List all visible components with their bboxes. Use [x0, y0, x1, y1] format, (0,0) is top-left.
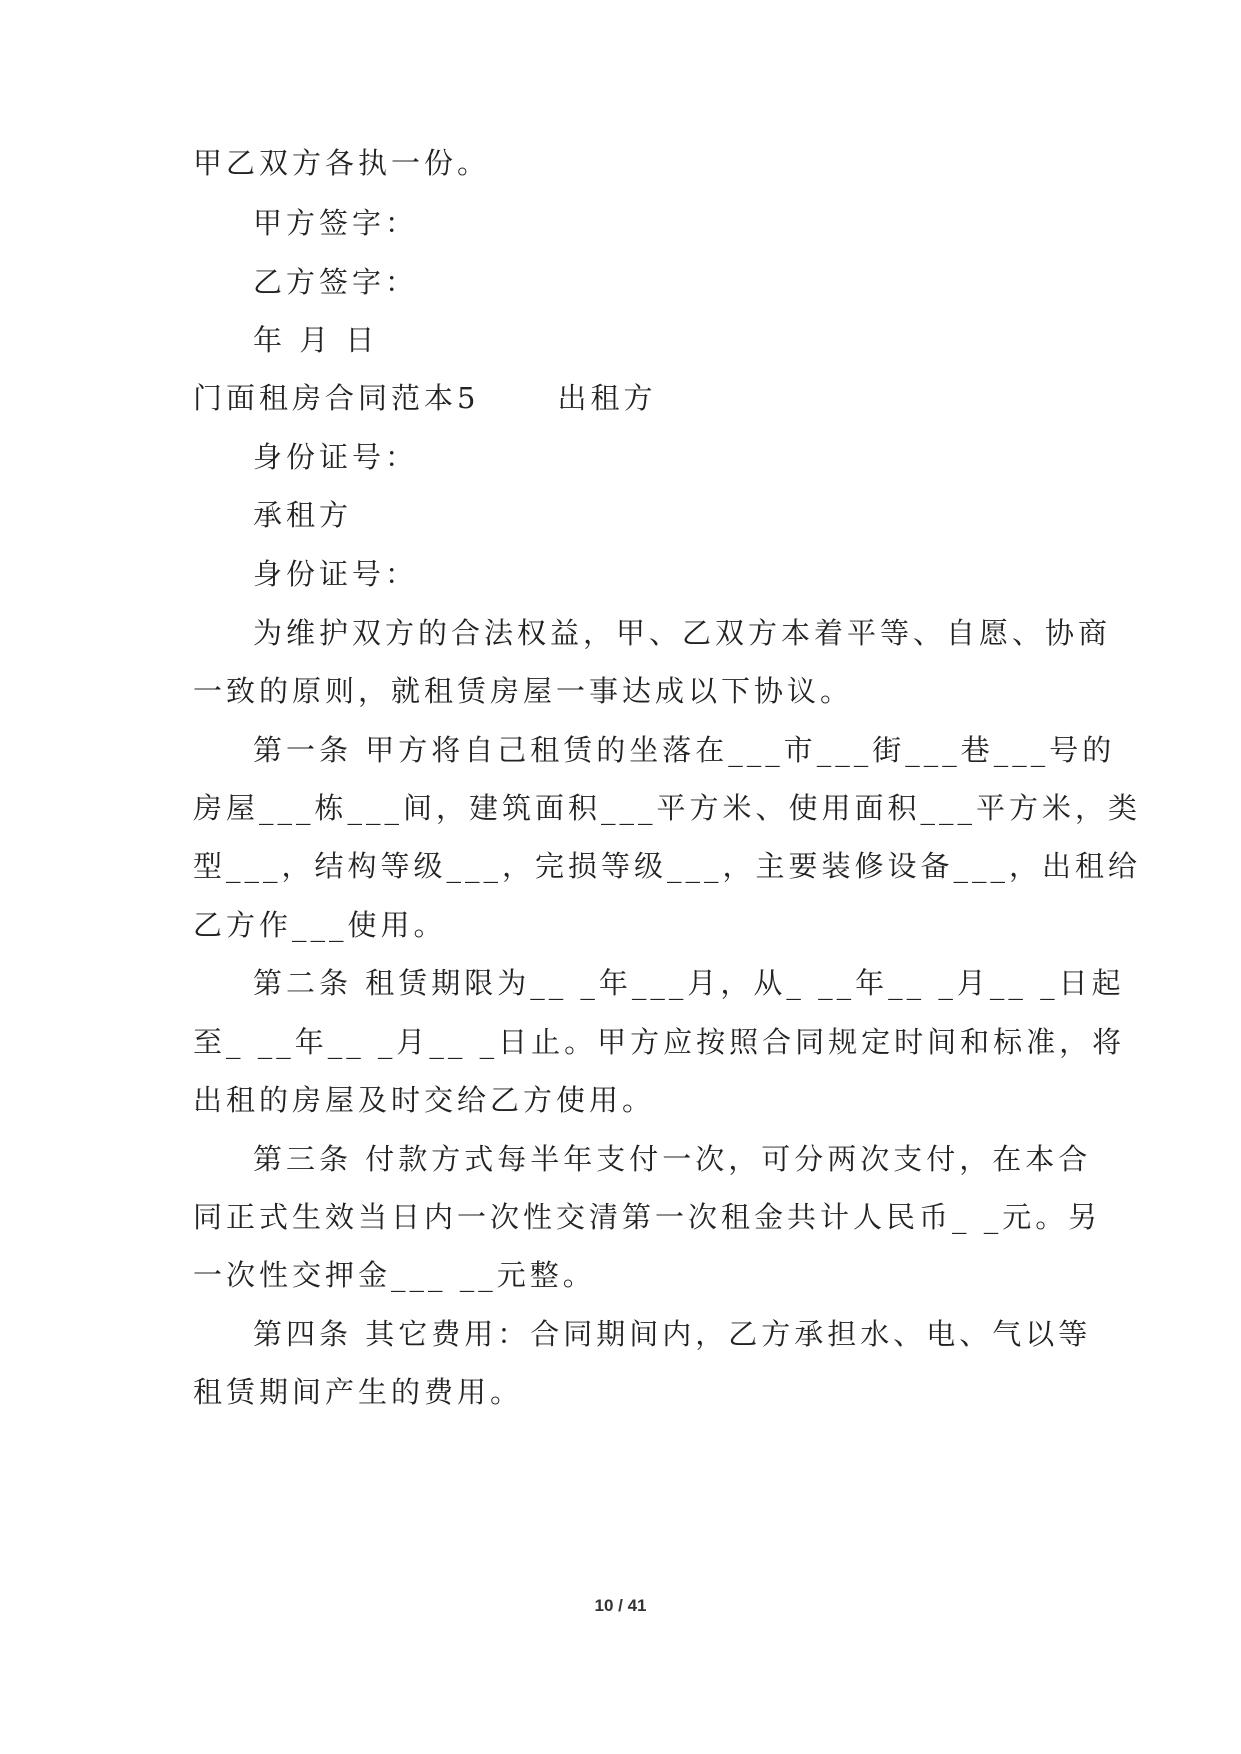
paragraph-line: 一次性交押金___ __元整。	[193, 1258, 596, 1292]
lessor-id-label: 身份证号：	[253, 440, 419, 474]
contract-title: 门面租房合同范本5	[193, 381, 480, 415]
lessee-id-label: 身份证号：	[253, 557, 419, 591]
paragraph-line: 租赁期间产生的费用。	[193, 1375, 524, 1409]
page-number: 10 / 41	[594, 1596, 647, 1615]
paragraph-line: 型___，结构等级___，完损等级___，主要装修设备___，出租给	[193, 849, 1142, 883]
date-line: 年 月 日	[253, 323, 379, 357]
paragraph-line: 第二条 租赁期限为__ _年___月，从_ __年__ _月__ _日起	[253, 966, 1125, 1000]
paragraph-line: 至_ __年__ _月__ _日止。甲方应按照合同规定时间和标准，将	[193, 1025, 1126, 1059]
paragraph-line: 乙方作___使用。	[193, 908, 447, 942]
paragraph-line: 第三条 付款方式每半年支付一次，可分两次支付，在本合	[253, 1142, 1092, 1176]
paragraph-line: 第一条 甲方将自己租赁的坐落在___市___街___巷___号的	[253, 733, 1116, 767]
paragraph-line: 房屋___栋___间，建筑面积___平方米、使用面积___平方米，类	[193, 791, 1142, 825]
paragraph-line: 一致的原则，就租赁房屋一事达成以下协议。	[193, 674, 854, 708]
lessor-label: 出租方	[557, 381, 657, 415]
party-b-signature: 乙方签字：	[253, 265, 419, 299]
paragraph-line: 出租的房屋及时交给乙方使用。	[193, 1083, 656, 1117]
paragraph-line: 第四条 其它费用：合同期间内，乙方承担水、电、气以等	[253, 1317, 1092, 1351]
paragraph-line: 为维护双方的合法权益，甲、乙双方本着平等、自愿、协商	[253, 616, 1112, 650]
contract-heading-line	[193, 378, 656, 418]
copies-line: 甲乙双方各执一份。	[193, 146, 491, 180]
party-a-signature: 甲方签字：	[253, 206, 419, 240]
lessee-label: 承租方	[253, 498, 353, 532]
paragraph-line: 同正式生效当日内一次性交清第一次租金共计人民币_ _元。另	[193, 1200, 1102, 1234]
